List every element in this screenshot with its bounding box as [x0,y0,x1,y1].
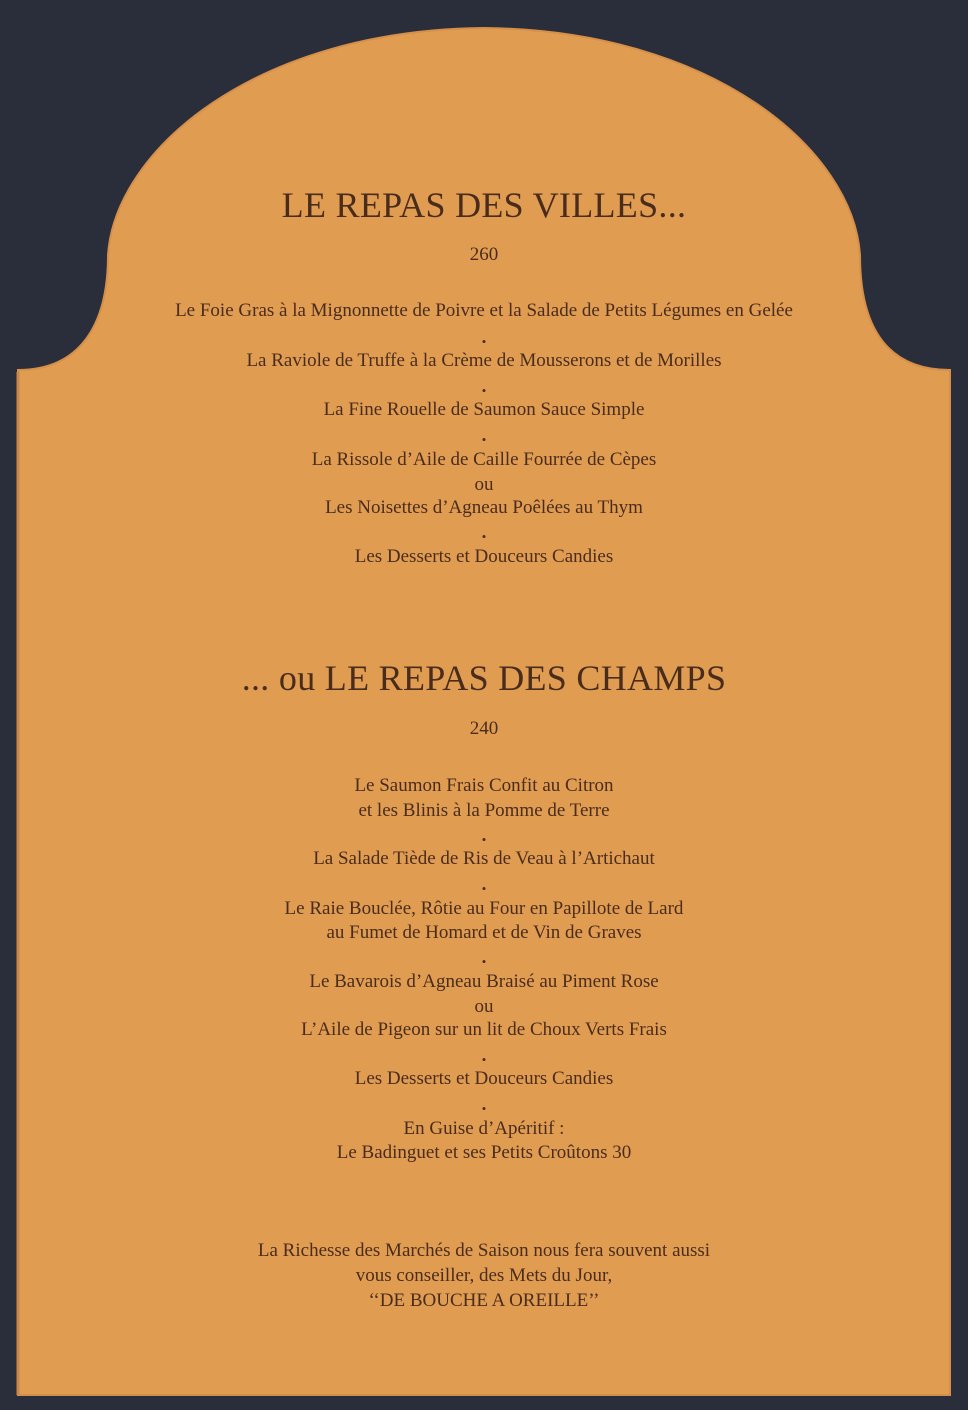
section2-price: 240 [469,718,499,739]
separator-dot: • [481,881,487,896]
section2-aperitif-item: Le Badinguet et ses Petits Croûtons 30 [336,1142,632,1163]
section1-item-6: Les Desserts et Douceurs Candies [354,546,614,567]
separator-dot: • [481,954,487,969]
section1-item-4: La Rissole d’Aile de Caille Fourrée de Cèpes [311,449,657,470]
separator-dot: • [481,383,487,398]
section2-title: ... ou LE REPAS DES CHAMPS [241,658,727,698]
separator-dot: • [481,334,487,349]
section1-item-5: Les Noisettes d’Agneau Poêlées au Thym [325,497,643,518]
section1-item-2: La Raviole de Truffe à la Crème de Mousserons et de Morilles [246,350,722,371]
separator-dot: • [481,1052,487,1067]
separator-dot: • [481,832,487,847]
section2-item-1b: et les Blinis à la Pomme de Terre [358,800,610,821]
footer-line-1: La Richesse des Marchés de Saison nous fera souvent aussi [257,1240,711,1261]
section2-item-5: L’Aile de Pigeon sur un lit de Choux Verts Frais [301,1019,667,1040]
section2-item-4: Le Bavarois d’Agneau Braisé au Piment Rose [309,971,659,992]
section2-or: ou [474,996,494,1017]
section1-item-1: Le Foie Gras à la Mignonnette de Poivre et la Salade de Petits Légumes en Gelée [175,300,793,321]
section2-item-1a: Le Saumon Frais Confit au Citron [354,775,614,796]
footer-line-3: ‘‘DE BOUCHE A OREILLE’’ [368,1290,600,1311]
separator-dot: • [481,529,487,544]
card-outline [18,28,950,1395]
section1-item-3: La Fine Rouelle de Saumon Sauce Simple [323,399,645,420]
section2-item-2: La Salade Tiède de Ris de Veau à l’Artichaut [313,848,655,869]
separator-dot: • [481,1101,487,1116]
section1-title: LE REPAS DES VILLES... [281,185,687,225]
section2-aperitif-heading: En Guise d’Apéritif : [403,1118,565,1139]
footer-line-2: vous conseiller, des Mets du Jour, [355,1265,613,1286]
section1-or: ou [474,474,494,495]
section1-price: 260 [469,244,499,265]
section2-item-6: Les Desserts et Douceurs Candies [354,1068,614,1089]
section2-item-3a: Le Raie Bouclée, Rôtie au Four en Papillote de Lard [284,898,684,919]
section2-item-3b: au Fumet de Homard et de Vin de Graves [326,922,642,943]
separator-dot: • [481,432,487,447]
